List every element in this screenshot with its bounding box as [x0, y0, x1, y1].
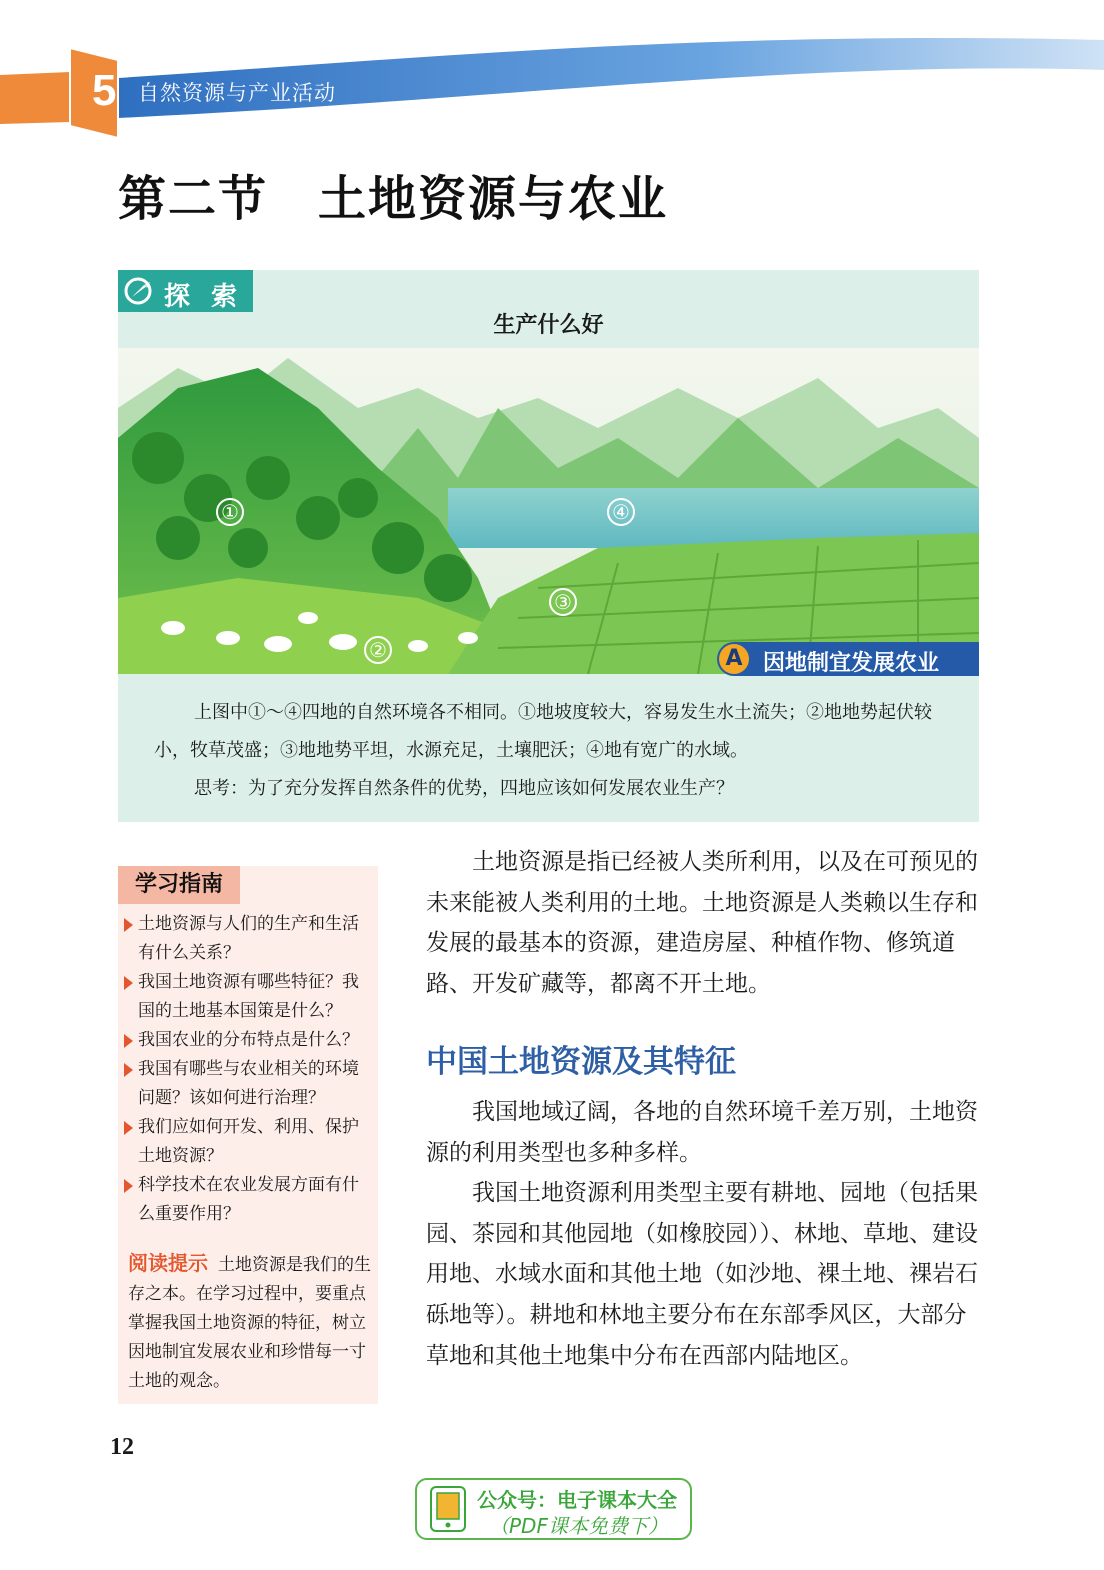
- sidebar-title: 学习指南: [118, 866, 240, 904]
- triangle-bullet-icon: [124, 1121, 133, 1135]
- explore-question: 思考：为了充分发挥自然条件的优势，四地应该如何发展农业生产？: [194, 778, 734, 799]
- explore-box: [118, 270, 979, 822]
- triangle-bullet-icon: [124, 1034, 133, 1048]
- guide-item: 我们应如何开发、利用、保护土地资源？: [124, 1113, 374, 1171]
- intro-text: [426, 842, 982, 1004]
- page-number: 12: [110, 1434, 134, 1460]
- landscape-illustration: [118, 348, 979, 674]
- guide-list: [128, 910, 374, 1229]
- chapter-title: 自然资源与产业活动: [138, 81, 336, 105]
- triangle-bullet-icon: [124, 1063, 133, 1077]
- chapter-number: 5: [92, 66, 117, 115]
- watermark-line-2: （PDF课本免费下）: [489, 1514, 668, 1538]
- explore-paragraph: 上图中①～④四地的自然环境各不相同。①地坡度较大，容易发生水土流失；②地地势起伏较小，牧草茂盛；③地地势平坦，水源充足，土壤肥沃；④地有宽广的水域。: [154, 702, 932, 761]
- body-paragraph-2: 我国土地资源利用类型主要有耕地、园地（包括果园、茶园和其他园地（如橡胶园））、林地、草地、建设用地、水域水面和其他土地（如沙地、裸土地、裸岩石砾地等）。耕地和林地主要分布在东部季风区，大部分草地和其他土地集中分布在西部内陆地区。: [426, 1180, 978, 1369]
- guide-item: 我国有哪些与农业相关的环境问题？该如何进行治理？: [124, 1055, 374, 1113]
- figure-caption-badge: [717, 642, 979, 676]
- explore-tag: [118, 270, 253, 312]
- watermark: [415, 1478, 692, 1540]
- guide-item: 科学技术在农业发展方面有什么重要作用？: [124, 1171, 374, 1229]
- guide-item: 我国农业的分布特点是什么？: [124, 1026, 374, 1055]
- reading-hint: [128, 1249, 374, 1396]
- marker-3: ③: [549, 588, 577, 616]
- marker-2: ②: [364, 636, 392, 664]
- page-title: 第二节 土地资源与农业: [118, 171, 669, 227]
- reading-hint-text: 土地资源是我们的生存之本。在学习过程中，要重点掌握我国土地资源的特征，树立因地制宜发展农业和珍惜每一寸土地的观念。: [128, 1255, 371, 1391]
- section-body: [426, 1092, 982, 1376]
- guide-item: 土地资源与人们的生产和生活有什么关系？: [124, 910, 374, 968]
- marker-4: ④: [607, 498, 635, 526]
- badge-text: 因地制宜发展农业: [763, 651, 940, 676]
- explore-tag-label: 探 索: [164, 282, 244, 312]
- guide-item: 我国土地资源有哪些特征？我国的土地基本国策是什么？: [124, 968, 374, 1026]
- section-heading: 中国土地资源及其特征: [426, 1044, 736, 1080]
- explore-compass-icon: [123, 276, 157, 306]
- chapter-ribbon: [0, 0, 1104, 150]
- explore-text: [154, 694, 954, 808]
- intro-paragraph: 土地资源是指已经被人类所利用，以及在可预见的未来能被人类利用的土地。土地资源是人类赖以生存和发展的最基本的资源，建造房屋、种植作物、修筑道路、开发矿藏等，都离不开土地。: [426, 849, 978, 997]
- triangle-bullet-icon: [124, 918, 133, 932]
- explore-heading: 生产什么好: [493, 313, 604, 338]
- learning-guide-sidebar: [118, 866, 378, 1404]
- phone-book-icon: [429, 1485, 469, 1533]
- body-paragraph-1: 我国地域辽阔，各地的自然环境千差万别，土地资源的利用类型也多种多样。: [426, 1099, 978, 1166]
- marker-1: ①: [216, 498, 244, 526]
- badge-letter: A: [719, 644, 749, 674]
- reading-hint-label: 阅读提示: [128, 1251, 208, 1275]
- triangle-bullet-icon: [124, 1179, 133, 1193]
- triangle-bullet-icon: [124, 976, 133, 990]
- watermark-line-1: 公众号：电子课本大全: [477, 1488, 677, 1512]
